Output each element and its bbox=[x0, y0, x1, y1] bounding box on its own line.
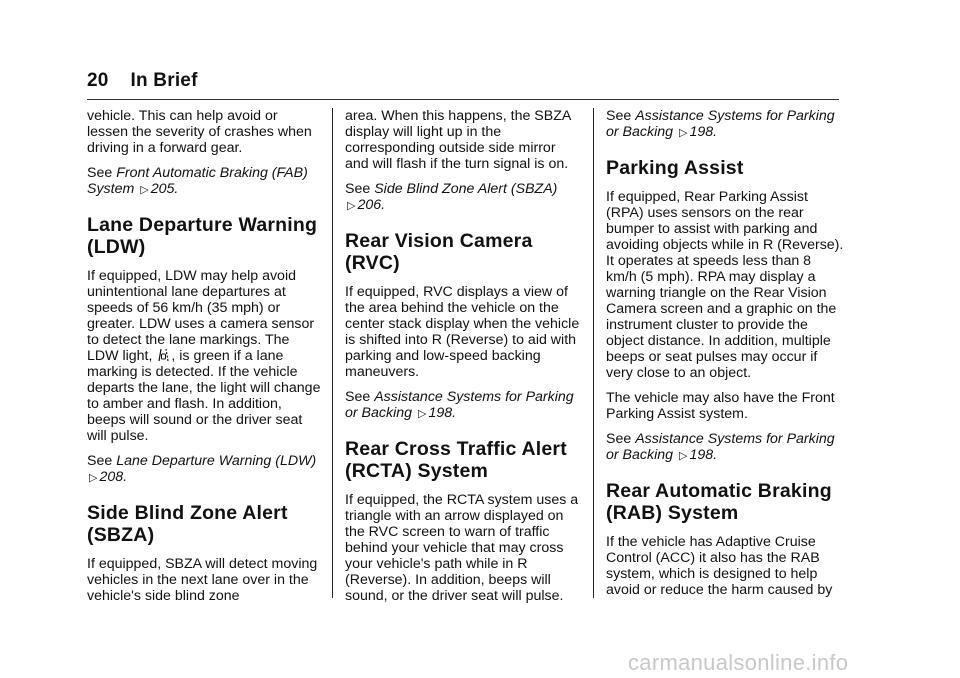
column-1 bbox=[87, 108, 322, 613]
heading-parking-assist: Parking Assist bbox=[606, 157, 744, 179]
cross-reference: See Side Blind Zone Alert (SBZA) ▷ 206. bbox=[345, 181, 558, 213]
heading-rvc: Rear Vision Camera (RVC) bbox=[345, 230, 533, 274]
reference-title[interactable]: Assistance Systems for Parking or Backing bbox=[606, 108, 835, 140]
paragraph: area. When this happens, the SBZA display will light up in the corresponding outside side mirror and will flash if the turn signal is on. bbox=[345, 108, 571, 172]
page-ref-icon: ▷ bbox=[678, 450, 688, 462]
reference-page[interactable]: 198 bbox=[689, 447, 714, 463]
column-2 bbox=[345, 108, 583, 613]
reference-title[interactable]: Assistance Systems for Parking or Backing bbox=[345, 389, 574, 421]
section-title: In Brief bbox=[130, 70, 198, 91]
paragraph: If equipped, Rear Parking Assist (RPA) uses sensors on the rear bumper to assist with parking and avoiding objects while in R (Reverse). It operates at speeds less than 8 km/h (5 mph). RPA may display a warning triangle on the Rear Vision Camera screen and a graphic on the instrument cluster to provide the object distance. In addition, multiple beeps or seat pulses may occur if very close to an object. bbox=[606, 189, 844, 381]
cross-reference: See Front Automatic Braking (FAB) System ▷ 205. bbox=[87, 165, 308, 197]
cross-reference: See Assistance Systems for Parking or Backing ▷ 198. bbox=[606, 108, 835, 140]
watermark: carmanualsonline.info bbox=[628, 650, 849, 675]
paragraph: If equipped, RVC displays a view of the area behind the vehicle on the center stack display when the vehicle is shifted into R (Reverse) to aid with parking and low-speed backing maneuvers. bbox=[345, 284, 580, 380]
paragraph: If equipped, the RCTA system uses a triangle with an arrow displayed on the RVC screen to warn of traffic behind your vehicle that may cross your vehicle's path while in R (Reverse). In addition, beeps will sound, or the driver seat will pulse. bbox=[345, 492, 579, 604]
heading-sbza: Side Blind Zone Alert (SBZA) bbox=[87, 502, 288, 546]
page-ref-icon: ▷ bbox=[678, 127, 688, 139]
reference-title[interactable]: Lane Departure Warning (LDW) bbox=[116, 453, 317, 469]
page-header bbox=[87, 70, 198, 92]
see-label: See bbox=[345, 181, 371, 197]
cross-reference: See Assistance Systems for Parking or Backing ▷ 198. bbox=[606, 431, 835, 463]
paragraph: vehicle. This can help avoid or lessen the severity of crashes when driving in a forward gear. bbox=[87, 108, 312, 156]
page-ref-icon: ▷ bbox=[347, 200, 356, 212]
reference-page[interactable]: 205 bbox=[150, 181, 175, 197]
reference-page[interactable]: 208 bbox=[99, 469, 124, 485]
column-divider bbox=[593, 108, 594, 598]
column-3 bbox=[606, 108, 844, 607]
heading-ldw: Lane Departure Warning (LDW) bbox=[87, 214, 318, 258]
ldw-text-b: , is green if a lane marking is detected. If the vehicle departs the lane, the light will change to amber and flash. In addition, beeps will sound or the driver seat will pulse. bbox=[87, 348, 321, 444]
reference-title[interactable]: Front Automatic Braking (FAB) System bbox=[87, 165, 308, 197]
page-ref-icon: ▷ bbox=[140, 184, 149, 196]
see-label: See bbox=[87, 453, 113, 469]
see-label: See bbox=[345, 389, 371, 405]
reference-title[interactable]: Assistance Systems for Parking or Backing bbox=[606, 431, 835, 463]
column-divider bbox=[332, 108, 333, 598]
page-number: 20 bbox=[87, 70, 109, 91]
reference-page[interactable]: 198 bbox=[689, 124, 714, 140]
see-label: See bbox=[87, 165, 113, 181]
page-ref-icon: ▷ bbox=[417, 408, 427, 420]
paragraph: If equipped, SBZA will detect moving vehicles in the next lane over in the vehicle's side blind zone bbox=[87, 556, 318, 604]
cross-reference: See Lane Departure Warning (LDW) ▷ 208. bbox=[87, 453, 317, 485]
cross-reference: See Assistance Systems for Parking or Backing ▷ 198. bbox=[345, 389, 574, 421]
reference-page[interactable]: 206 bbox=[357, 197, 382, 213]
ldw-text-a: If equipped, LDW may help avoid unintentional lane departures at speeds of 56 km/h (35 mph) or greater. LDW uses a camera sensor to detect the lane markings. The LDW light, bbox=[87, 268, 315, 364]
heading-rcta: Rear Cross Traffic Alert (RCTA) System bbox=[345, 438, 567, 482]
heading-rab: Rear Automatic Braking (RAB) System bbox=[606, 480, 832, 524]
see-label: See bbox=[606, 431, 632, 447]
reference-title[interactable]: Side Blind Zone Alert (SBZA) bbox=[374, 181, 558, 197]
reference-page[interactable]: 198 bbox=[428, 405, 453, 421]
paragraph: The vehicle may also have the Front Parking Assist system. bbox=[606, 390, 835, 422]
paragraph bbox=[87, 268, 322, 444]
header-rule bbox=[87, 99, 839, 100]
page-ref-icon: ▷ bbox=[89, 472, 98, 484]
see-label: See bbox=[606, 108, 632, 124]
paragraph: If the vehicle has Adaptive Cruise Control (ACC) it also has the RAB system, which is designed to help avoid or reduce the harm caused by bbox=[606, 534, 833, 598]
lane-departure-icon bbox=[157, 348, 170, 362]
